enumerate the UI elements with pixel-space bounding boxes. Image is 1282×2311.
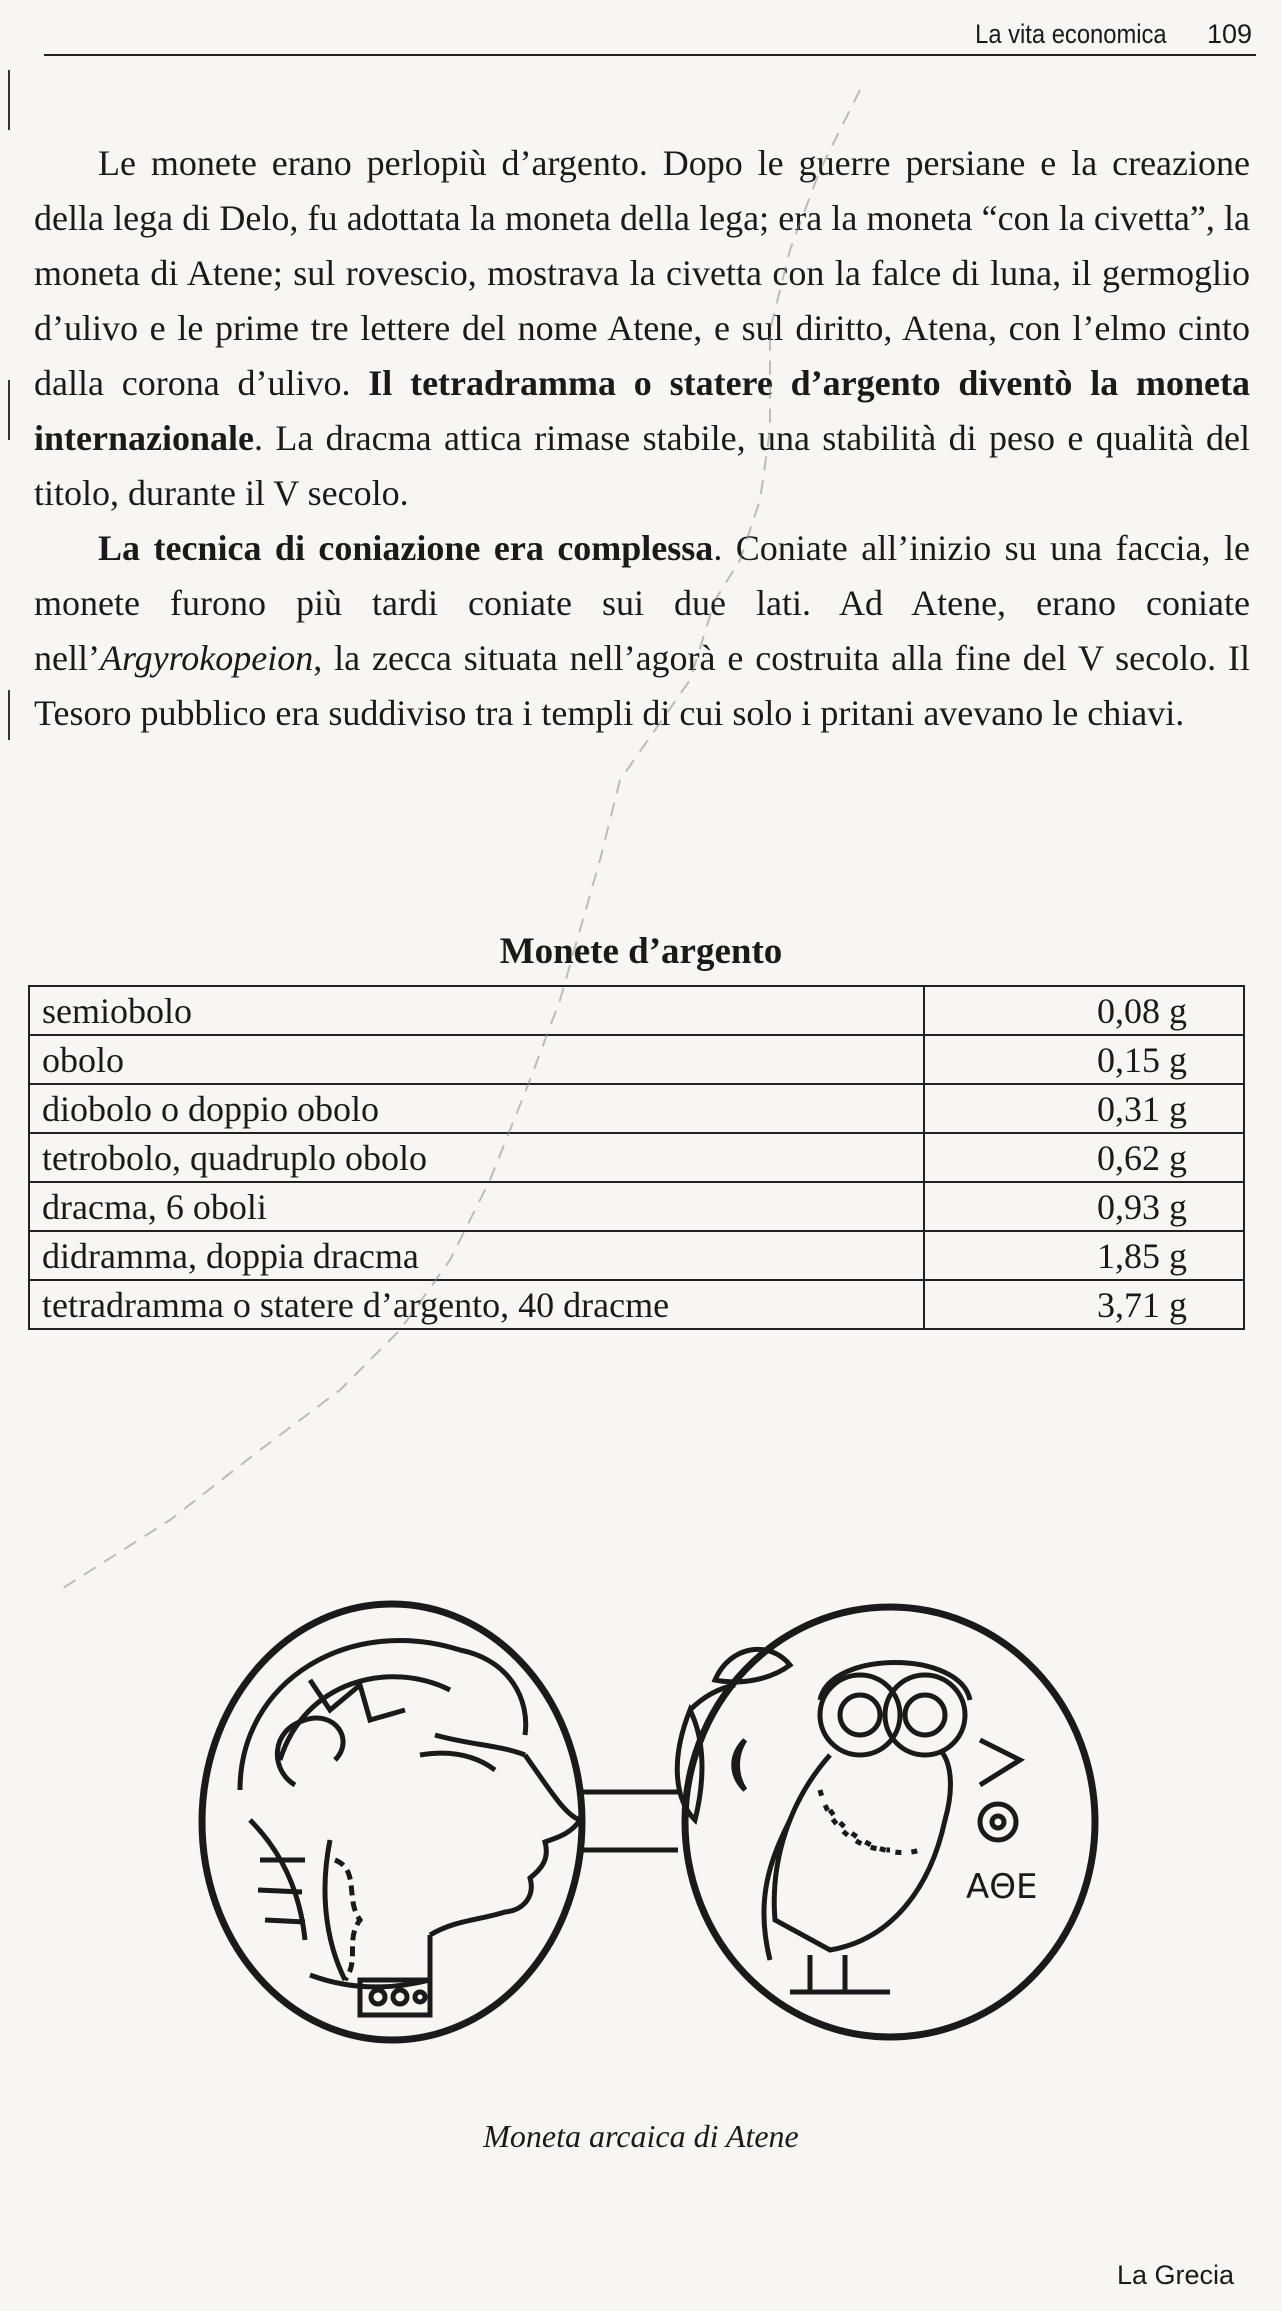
- coin-lettering: ΑΘΕ: [966, 1867, 1038, 1907]
- scan-margin-mark: [8, 380, 10, 440]
- coin-name-cell: tetrobolo, quadruplo obolo: [29, 1133, 924, 1182]
- paragraph-2-bold: La tecnica di coniazione era complessa: [98, 528, 714, 568]
- coin-weight-cell: 0,93 g: [924, 1182, 1244, 1231]
- table-row: [29, 1182, 1244, 1231]
- paragraph-1: [34, 136, 1250, 521]
- coin-weight-cell: 0,08 g: [924, 986, 1244, 1035]
- paragraph-2-italic: Argyrokopeion: [99, 638, 314, 678]
- table-row: [29, 1280, 1244, 1329]
- coin-weight-cell: 1,85 g: [924, 1231, 1244, 1280]
- coin-name-cell: obolo: [29, 1035, 924, 1084]
- coin-name-cell: didramma, doppia dracma: [29, 1231, 924, 1280]
- paragraph-1-text-end: . La dracma attica rimase stabile, una stabilità di peso e qualità del titolo, durante il V secolo.: [34, 418, 1250, 513]
- coin-weight-cell: 0,31 g: [924, 1084, 1244, 1133]
- figure-caption: Moneta arcaica di Atene: [483, 2118, 799, 2154]
- table-title: Monete d’argento: [499, 931, 783, 972]
- paragraph-1-bold: Il tetradramma o statere d’argento diventò la moneta internazionale: [34, 363, 1250, 458]
- header-rule: [44, 54, 1256, 56]
- paragraph-2: [34, 521, 1250, 741]
- owl-reverse: [677, 1607, 1095, 2037]
- coin-name-cell: dracma, 6 oboli: [29, 1182, 924, 1231]
- table-row: [29, 1133, 1244, 1182]
- coin-illustration: [130, 1560, 1140, 2080]
- table-row: [29, 1231, 1244, 1280]
- paragraph-1-text: Le monete erano perlopiù d’argento. Dopo le guerre persiane e la creazione della lega di Delo, fu adottata la moneta della lega; era la moneta “con la civetta”, la moneta di Atene; sul rovescio, mostrava la civetta con la falce di luna, il germoglio d’ulivo e le prime tre lettere del nome Atene, e sul diritto, Atena, con l’elmo cinto dalla corona d’ulivo.: [34, 143, 1250, 403]
- paragraph-2-text: . Coniate all’inizio su una faccia, le monete furono più tardi coniate sui due lati. Ad Atene, erano coniate nell’: [34, 528, 1250, 678]
- table-row: [29, 1035, 1244, 1084]
- table-row: [29, 986, 1244, 1035]
- paragraph-2-text-end: , la zecca situata nell’agorà e costruita alla fine del V secolo. Il Tesoro pubblico era suddiviso tra i templi di cui solo i pritani avevano le chiavi.: [34, 638, 1250, 733]
- scan-margin-mark: [8, 70, 10, 130]
- coin-name-cell: semiobolo: [29, 986, 924, 1035]
- scan-margin-mark: [8, 690, 10, 740]
- table-row: [29, 1084, 1244, 1133]
- coins-table: [28, 985, 1245, 1330]
- running-header: [949, 14, 1252, 54]
- running-footer: La Grecia: [1116, 2260, 1234, 2290]
- athena-head-obverse: [202, 1604, 582, 2040]
- body-text: [34, 136, 1250, 741]
- running-title: La vita economica: [975, 18, 1167, 49]
- coin-weight-cell: 0,15 g: [924, 1035, 1244, 1084]
- page-number: 109: [1206, 18, 1252, 49]
- coin-name-cell: diobolo o doppio obolo: [29, 1084, 924, 1133]
- coin-weight-cell: 3,71 g: [924, 1280, 1244, 1329]
- coin-name-cell: tetradramma o statere d’argento, 40 dracme: [29, 1280, 924, 1329]
- coin-weight-cell: 0,62 g: [924, 1133, 1244, 1182]
